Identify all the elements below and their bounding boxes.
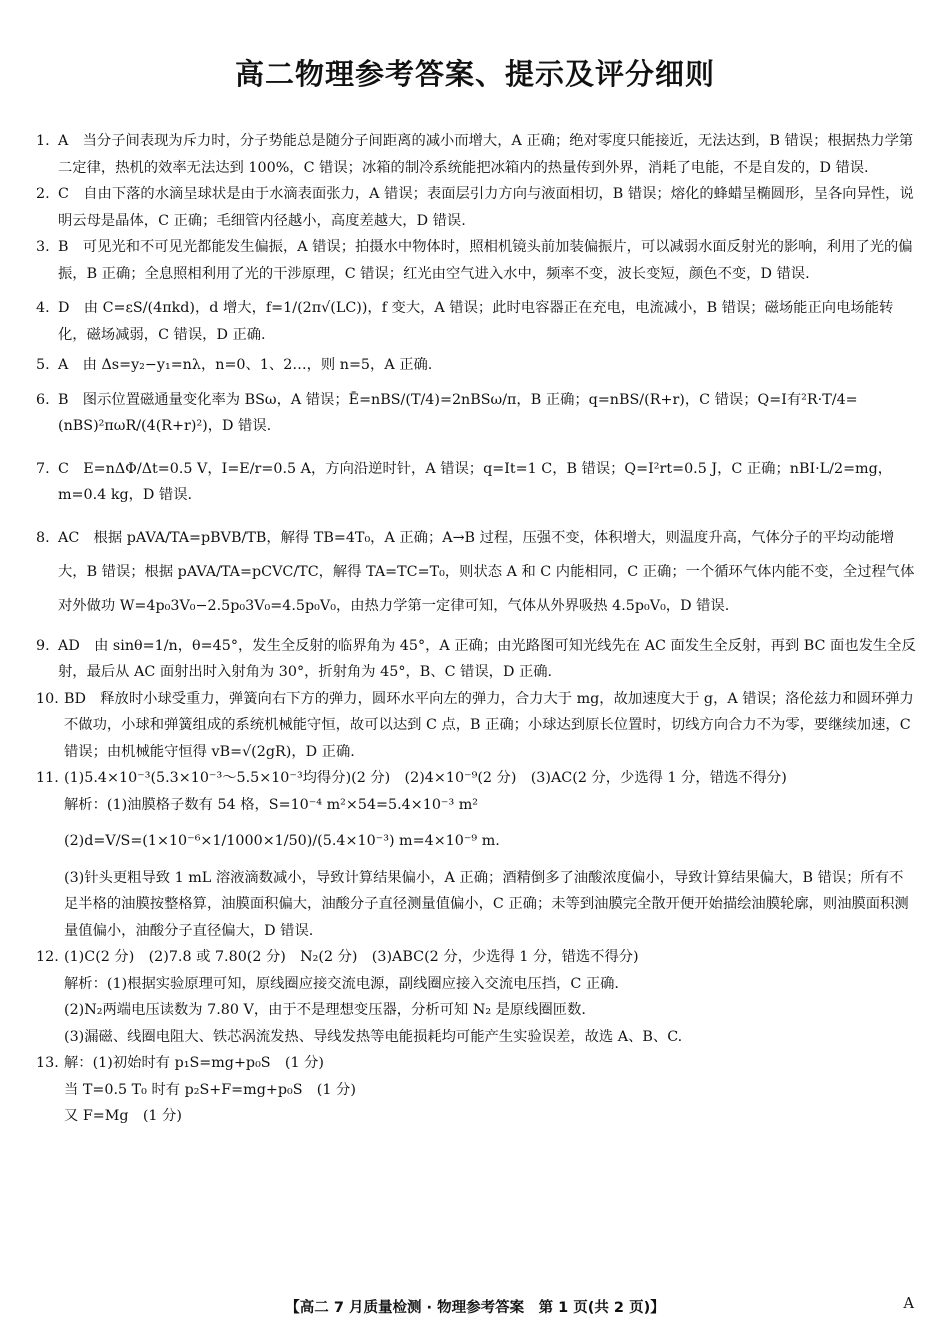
page-footer: 【高二 7 月质量检测 · 物理参考答案 第 1 页(共 2 页)】 xyxy=(285,1300,665,1316)
item-number: 7. xyxy=(36,460,50,477)
item-text: AC 根据 pAVA/TA=pBVB/TB，解得 TB=4T₀，A 正确；A→B 过程，压强不变，体积增大，则温度升高，气体分子的平均动能增大，B 错误；根据 pAVA/TA=pCVC/TC，解得 TA=TC=T₀，则状态 A 和 C 内能相同，C 正确；一个循环气体内能不变，全过程气体对外做功 W=4p₀3V₀−2.5p₀3V₀=4.5p₀V₀，由热力学第一定律可知，气体从外界吸热 4.5p₀V₀，D 错误. xyxy=(58,529,915,614)
item-number: 3. xyxy=(36,239,50,255)
q11-analysis-2: (2)d=V/S=(1×10⁻⁶×1/1000×1/50)/(5.4×10⁻³) m=4×10⁻⁹ m. xyxy=(64,833,500,849)
item-text: A 由 Δs=y₂−y₁=nλ，n=0、1、2…，则 n=5，A 正确. xyxy=(58,357,433,373)
item-text: C 自由下落的水滴呈球状是由于水滴表面张力，A 错误；表面层引力方向与液面相切，B 错误；熔化的蜂蜡呈椭圆形，呈各向异性，说明云母是晶体，C 正确；毛细管内径越小，高度差越大，D 错误. xyxy=(58,186,914,229)
answer-item-3 xyxy=(36,234,916,287)
item-number: 12. xyxy=(36,949,59,965)
answer-item-7 xyxy=(36,448,916,515)
item-number: 9. xyxy=(36,637,50,654)
answer-item-13 xyxy=(36,1050,916,1077)
item-text: D 由 C=εS/(4πkd)，d 增大，f=1/(2π√(LC))，f 变大，A 错误；此时电容器正在充电，电流减小，B 错误；磁场能正向电场能转化，磁场减弱，C 错误，D 正确. xyxy=(58,300,894,343)
item-number: 4. xyxy=(36,300,50,316)
item-text: (1)5.4×10⁻³(5.3×10⁻³～5.5×10⁻³均得分)(2 分) (2)4×10⁻⁹(2 分) (3)AC(2 分，少选得 1 分，错选不得分) xyxy=(64,770,787,786)
answer-item-8 xyxy=(36,515,916,629)
item-number: 11. xyxy=(36,770,59,786)
answer-item-12 xyxy=(36,944,916,971)
item-number: 5. xyxy=(36,357,50,373)
q11-analysis-3: (3)针头更粗导致 1 mL 溶液滴数减小，导致计算结果偏小，A 正确；酒精倒多了油酸浓度偏小，导致计算结果偏大，B 错误；所有不足半格的油膜按整格算，油膜面积偏大，油酸分子直径测量值偏小，C 正确；未等到油膜完全散开便开始描绘油膜轮廓，则油膜面积测量值偏小，油酸分子直径偏大，D 错误. xyxy=(64,869,909,939)
item-number: 6. xyxy=(36,391,50,408)
item-number: 8. xyxy=(36,529,50,546)
version-mark: A xyxy=(903,1296,914,1312)
page-title: 高二物理参考答案、提示及评分细则 xyxy=(234,57,715,91)
answer-item-4 xyxy=(36,287,916,352)
answer-item-9 xyxy=(36,629,916,686)
item-number: 1. xyxy=(36,133,50,149)
q13-line-2: 又 F=Mg (1 分) xyxy=(64,1108,182,1124)
q13-line-1: 当 T=0.5 T₀ 时有 p₂S+F=mg+p₀S (1 分) xyxy=(64,1081,356,1098)
q11-analysis-1: 解析：(1)油膜格子数有 54 格，S=10⁻⁴ m²×54=5.4×10⁻³ m² xyxy=(64,796,479,813)
answer-item-2 xyxy=(36,181,916,234)
item-text: 解：(1)初始时有 p₁S=mg+p₀S (1 分) xyxy=(64,1055,324,1071)
q12-analysis-1: 解析：(1)根据实验原理可知，原线圈应接交流电源，副线圈应接入交流电压挡，C 正确. xyxy=(64,975,619,992)
item-text: A 当分子间表现为斥力时，分子势能总是随分子间距离的减小而增大，A 正确；绝对零度只能接近，无法达到，B 错误；根据热力学第二定律，热机的效率无法达到 100%，C 错误；冰箱的制冷系统能把冰箱内的热量传到外界，消耗了电能，不是自发的，D 错误. xyxy=(58,133,914,176)
item-number: 13. xyxy=(36,1055,59,1071)
q12-analysis-2: (2)N₂两端电压读数为 7.80 V，由于不是理想变压器，分析可知 N₂ 是原线圈匝数. xyxy=(64,1002,586,1018)
item-text: AD 由 sinθ=1/n，θ=45°，发生全反射的临界角为 45°，A 正确；由光路图可知光线先在 AC 面发生全反射，再到 BC 面也发生全反射，最后从 AC 面射出时入射角为 30°，折射角为 45°，B、C 错误，D 正确. xyxy=(58,637,916,680)
item-number: 2. xyxy=(36,186,50,202)
answer-item-11 xyxy=(36,765,916,792)
item-number: 10. xyxy=(36,690,59,707)
item-text: B 图示位置磁通量变化率为 BSω，A 错误；Ē=nBS/(T/4)=2nBSω/π，B 正确；q=nBS/(R+r)，C 错误；Q=I有²R·T/4=(nBS)²πωR/(4(R+r)²)，D 错误. xyxy=(58,391,858,434)
q12-analysis-3: (3)漏磁、线圈电阻大、铁芯涡流发热、导线发热等电能损耗均可能产生实验误差，故选 A、B、C. xyxy=(64,1028,683,1045)
item-text: (1)C(2 分) (2)7.8 或 7.80(2 分) N₂(2 分) (3)ABC(2 分，少选得 1 分，错选不得分) xyxy=(64,949,639,965)
answer-item-10 xyxy=(36,686,916,766)
item-text: C E=nΔΦ/Δt=0.5 V，I=E/r=0.5 A，方向沿逆时针，A 错误；q=It=1 C，B 错误；Q=I²rt=0.5 J，C 正确；nBI·L/2=mg，m=0.4 kg，D 错误. xyxy=(58,460,893,503)
item-text: B 可见光和不可见光都能发生偏振，A 错误；拍摄水中物体时，照相机镜头前加装偏振片，可以减弱水面反射光的影响，利用了光的偏振，B 正确；全息照相利用了光的干涉原理，C 错误；红光由空气进入水中，频率不变，波长变短，颜色不变，D 错误. xyxy=(58,239,913,282)
answer-item-6 xyxy=(36,379,916,448)
answer-item-1 xyxy=(36,128,916,181)
answer-list xyxy=(36,128,916,1130)
answer-item-5 xyxy=(36,352,916,379)
item-text: BD 释放时小球受重力，弹簧向右下方的弹力，圆环水平向左的弹力，合力大于 mg，故加速度大于 g，A 错误；洛伦兹力和圆环弹力不做功，小球和弹簧组成的系统机械能守恒，故可以达到 C 点，B 正确；小球达到原长位置时，切线方向合力不为零，要继续加速，C 错误；由机械能守恒得 vB=√(2gR)，D 正确. xyxy=(64,690,914,760)
